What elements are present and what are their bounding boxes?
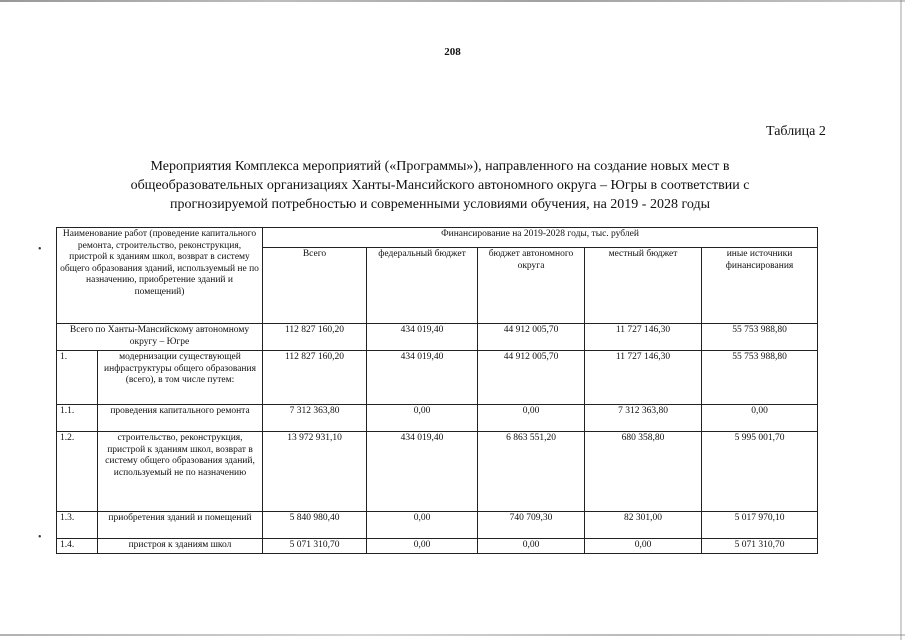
cell-value: 434 019,40 <box>367 324 478 351</box>
document-title <box>90 157 790 214</box>
cell-value: 0,00 <box>367 539 478 554</box>
cell-value: 82 301,00 <box>585 512 702 539</box>
header-col-regional: бюджет автономного округа <box>478 248 585 324</box>
cell-value: 112 827 160,20 <box>263 351 367 405</box>
table-row <box>57 405 818 432</box>
cell-value: 44 912 005,70 <box>478 351 585 405</box>
cell-value: 55 753 988,80 <box>702 351 818 405</box>
table-row <box>57 351 818 405</box>
cell-value: 5 995 001,70 <box>702 432 818 512</box>
cell-value: 11 727 146,30 <box>585 351 702 405</box>
table-row-total <box>57 324 818 351</box>
header-col-total: Всего <box>263 248 367 324</box>
row-label: пристроя к зданиям школ <box>98 539 263 554</box>
cell-value: 5 071 310,70 <box>263 539 367 554</box>
header-works: Наименование работ (проведение капитального ремонта, строительство, реконструкция, пристрой к зданиям школ, возврат в систему общего образования зданий, используемый не по назначению, приобретение зданий и помещений) <box>57 228 263 324</box>
scan-edge-bottom <box>0 634 905 636</box>
header-col-federal: федеральный бюджет <box>367 248 478 324</box>
cell-value: 434 019,40 <box>367 432 478 512</box>
cell-value: 0,00 <box>478 405 585 432</box>
row-label: приобретения зданий и помещений <box>98 512 263 539</box>
cell-value: 6 863 551,20 <box>478 432 585 512</box>
scan-speck: • <box>38 532 42 543</box>
row-label: модернизации существующей инфраструктуры общего образования (всего), в том числе путем: <box>98 351 263 405</box>
total-label: Всего по Ханты-Мансийскому автономному округу – Югре <box>57 324 263 351</box>
cell-value: 44 912 005,70 <box>478 324 585 351</box>
row-number: 1. <box>57 351 98 405</box>
cell-value: 434 019,40 <box>367 351 478 405</box>
row-number: 1.4. <box>57 539 98 554</box>
row-label: строительство, реконструкция, пристрой к зданиям школ, возврат в систему общего образования зданий, используемый не по назначению <box>98 432 263 512</box>
title-line-1: Мероприятия Комплекса мероприятий («Программы»), направленного на создание новых мест в <box>150 159 730 174</box>
scan-edge-top <box>0 0 905 2</box>
row-label: проведения капитального ремонта <box>98 405 263 432</box>
cell-value: 5 840 980,40 <box>263 512 367 539</box>
table-row <box>57 432 818 512</box>
row-number: 1.2. <box>57 432 98 512</box>
financing-table <box>56 227 818 554</box>
cell-value: 0,00 <box>585 539 702 554</box>
cell-value: 7 312 363,80 <box>263 405 367 432</box>
table-label: Таблица 2 <box>766 124 826 139</box>
title-line-2: общеобразовательных организациях Ханты-Мансийского автономного округа – Югры в соответствии с <box>130 178 750 193</box>
cell-value: 55 753 988,80 <box>702 324 818 351</box>
cell-value: 5 071 310,70 <box>702 539 818 554</box>
cell-value: 740 709,30 <box>478 512 585 539</box>
cell-value: 0,00 <box>367 405 478 432</box>
scan-edge-right <box>900 0 902 640</box>
cell-value: 0,00 <box>702 405 818 432</box>
title-line-3: прогнозируемой потребностью и современными условиями обучения, на 2019 - 2028 годы <box>170 197 710 212</box>
header-col-local: местный бюджет <box>585 248 702 324</box>
cell-value: 0,00 <box>367 512 478 539</box>
cell-value: 680 358,80 <box>585 432 702 512</box>
scan-speck: • <box>38 244 42 255</box>
cell-value: 0,00 <box>478 539 585 554</box>
table-row <box>57 512 818 539</box>
cell-value: 7 312 363,80 <box>585 405 702 432</box>
table-row <box>57 539 818 554</box>
row-number: 1.1. <box>57 405 98 432</box>
page-number: 208 <box>444 46 461 58</box>
cell-value: 11 727 146,30 <box>585 324 702 351</box>
header-col-other: иные источники финансирования <box>702 248 818 324</box>
cell-value: 112 827 160,20 <box>263 324 367 351</box>
row-number: 1.3. <box>57 512 98 539</box>
cell-value: 13 972 931,10 <box>263 432 367 512</box>
cell-value: 5 017 970,10 <box>702 512 818 539</box>
header-financing: Финансирование на 2019-2028 годы, тыс. рублей <box>263 228 818 248</box>
